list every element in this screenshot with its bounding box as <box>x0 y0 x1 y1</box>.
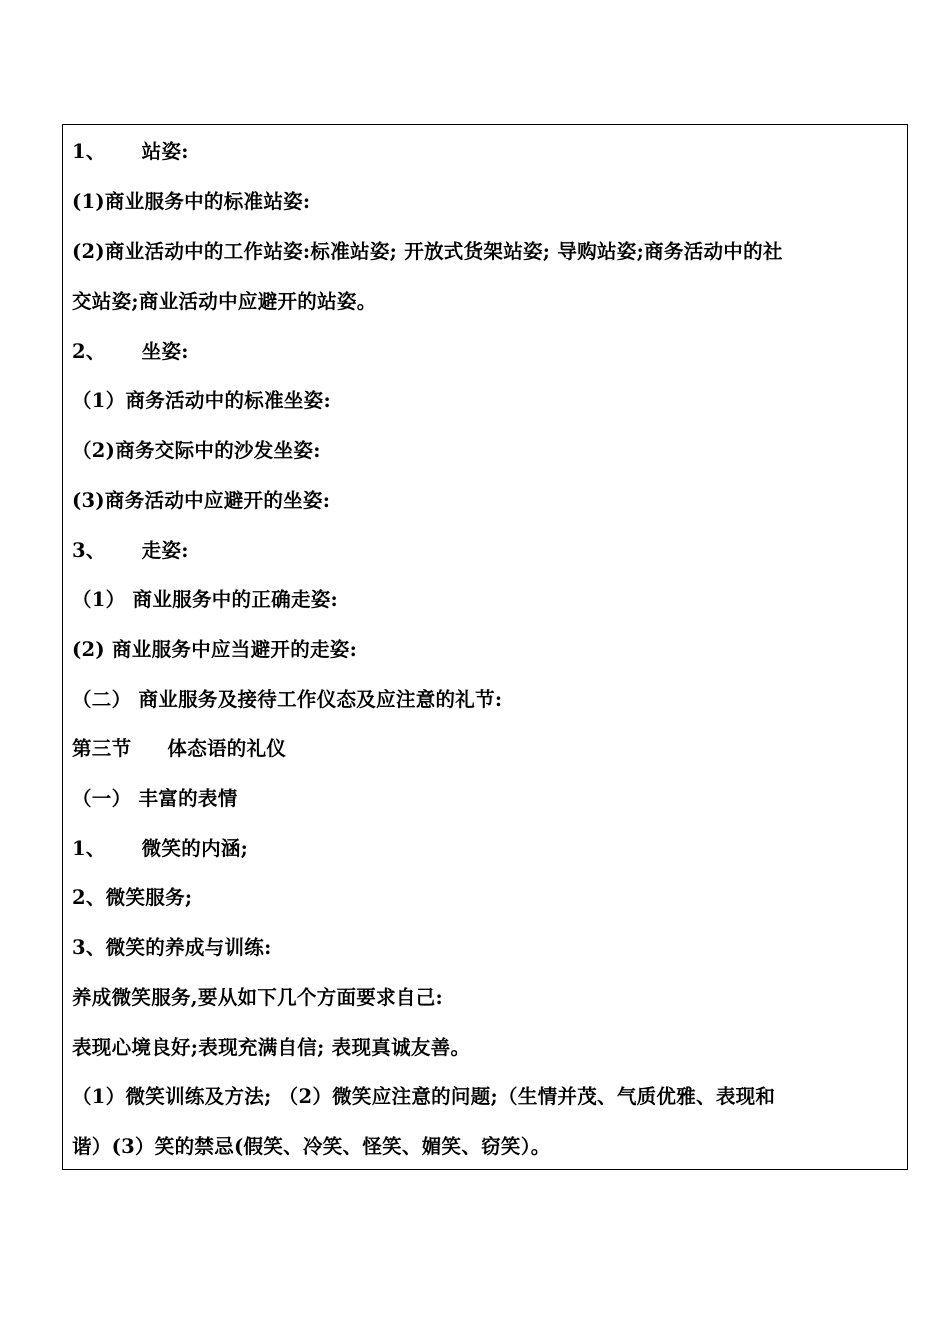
text-line: (3)商务活动中应避开的坐姿: <box>72 489 331 512</box>
heading-sitting <box>72 337 189 367</box>
item-number: 3、 <box>72 539 106 562</box>
heading-smile-meaning <box>72 834 248 864</box>
text-line: （2)商务交际中的沙发坐姿: <box>72 439 321 462</box>
section-heading <box>72 734 286 764</box>
item-number: 1、 <box>72 837 106 860</box>
heading-standing <box>72 137 189 167</box>
text-line: （一） 丰富的表情 <box>72 787 238 810</box>
section-number: 第三节 <box>72 737 132 760</box>
text-line: （1） 商业服务中的正确走姿: <box>72 588 339 611</box>
text-line: (2)商业活动中的工作站姿:标准站姿; 开放式货架站姿; 导购站姿;商务活动中的社 <box>72 240 783 263</box>
heading-walking <box>72 536 189 566</box>
text-line: （1）商务活动中的标准坐姿: <box>72 389 331 412</box>
text-line: 养成微笑服务,要从如下几个方面要求自己: <box>72 986 443 1009</box>
text-line: （二） 商业服务及接待工作仪态及应注意的礼节: <box>72 688 503 711</box>
text-line: 谐）(3）笑的禁忌(假笑、冷笑、怪笑、媚笑、窃笑）。 <box>72 1135 551 1158</box>
item-title: 微笑的内涵; <box>141 837 249 860</box>
text-line: 2、微笑服务; <box>72 886 193 909</box>
item-title: 站姿: <box>141 140 189 163</box>
item-number: 2、 <box>72 340 106 363</box>
item-number: 1、 <box>72 140 106 163</box>
text-line: (1)商业服务中的标准站姿: <box>72 190 311 213</box>
text-line: 3、微笑的养成与训练: <box>72 936 272 959</box>
text-line: 交站姿;商业活动中应避开的站姿。 <box>72 290 377 313</box>
text-line: (2) 商业服务中应当避开的走姿: <box>72 638 358 661</box>
text-line: 表现心境良好;表现充满自信; 表现真诚友善。 <box>72 1036 471 1059</box>
item-title: 走姿: <box>141 539 189 562</box>
text-line: （1）微笑训练及方法; （2）微笑应注意的问题;（生情并茂、气质优雅、表现和 <box>72 1085 776 1108</box>
section-title: 体态语的礼仪 <box>167 737 287 760</box>
item-title: 坐姿: <box>141 340 189 363</box>
